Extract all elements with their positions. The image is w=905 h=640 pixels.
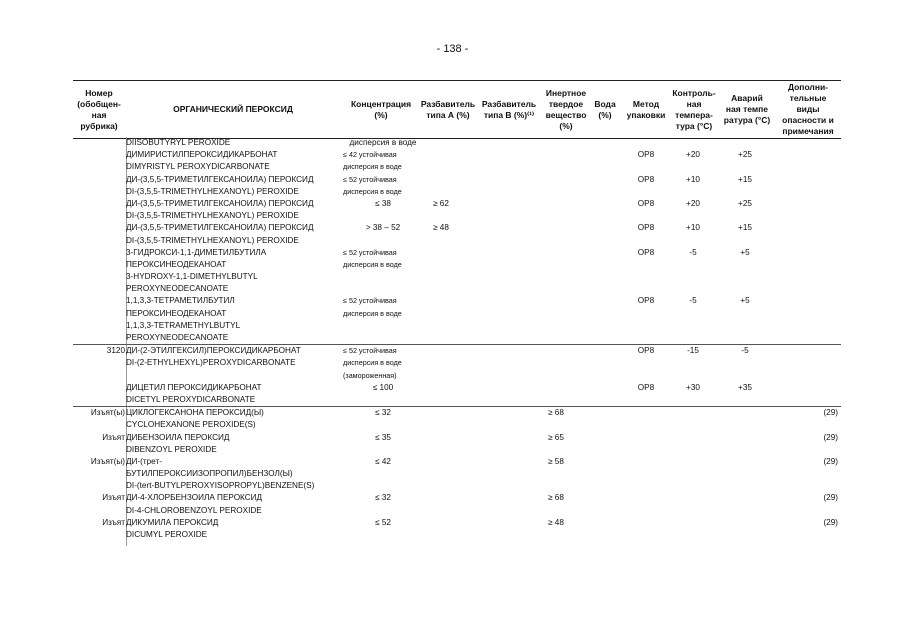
cell-notes: (29)	[823, 517, 838, 527]
cell-method: OP8	[637, 346, 655, 356]
table-row-line	[73, 271, 841, 283]
cell-concentration: дисперсия в воде	[343, 186, 402, 196]
cell-concentration: дисперсия в воде	[343, 308, 402, 318]
table-row-line	[73, 394, 841, 406]
cell-concentration: ≤ 100	[372, 382, 394, 392]
cell-concentration: ≤ 52 устойчивая	[343, 174, 397, 184]
header-diluent-b: Разбавитель типа В (%)⁽¹⁾	[481, 98, 537, 120]
table-body	[73, 137, 841, 541]
table-row	[73, 406, 841, 431]
cell-peroxide-name: 3-HYDROXY-1,1-DIMETHYLBUTYL	[126, 272, 258, 282]
table-row-line	[73, 174, 841, 186]
cell-method: OP8	[637, 382, 655, 392]
table-row-line	[73, 332, 841, 344]
cell-concentration: > 38 – 52	[365, 223, 401, 233]
cell-peroxide-name: DI-(3,5,5-TRIMETHYLHEXANOYL) PEROXIDE	[126, 211, 299, 221]
cell-number: Изъят	[102, 432, 125, 442]
cell-method: OP8	[637, 150, 655, 160]
cell-concentration: дисперсия в воде	[343, 358, 402, 368]
cell-peroxide-name: ПЕРОКСИНЕОДЕКАНОАТ	[126, 308, 227, 318]
cell-method: OP8	[637, 247, 655, 257]
cell-peroxide-name: DIMYRISTYL PEROXYDICARBONATE	[126, 162, 270, 172]
table-row	[73, 517, 841, 541]
cell-peroxide-name: ДИ-4-ХЛОРБЕНЗОИЛА ПЕРОКСИД	[126, 493, 263, 503]
table-row-line	[73, 198, 841, 210]
table-row-line	[73, 505, 841, 517]
table-row	[73, 222, 841, 246]
cell-peroxide-name: ДИ-(3,5,5-ТРИМЕТИЛГЕКСАНОИЛА) ПЕРОКСИД	[126, 198, 314, 208]
cell-inert: ≥ 58	[548, 456, 564, 466]
table-row	[73, 456, 841, 493]
cell-notes: (29)	[823, 456, 838, 466]
cell-control-temp: -5	[689, 247, 697, 257]
cell-method: OP8	[637, 223, 655, 233]
table-row-line	[73, 357, 841, 369]
cell-peroxide-name: PEROXYNEODECANOATE	[126, 333, 229, 342]
header-peroxide: ОРГАНИЧЕСКИЙ ПЕРОКСИД	[173, 104, 293, 114]
cell-inert: ≥ 65	[548, 432, 564, 442]
cell-peroxide-name: PEROXYNEODECANOATE	[126, 284, 229, 294]
cell-peroxide-name: 1,1,3,3-ТЕТРАМЕТИЛБУТИЛ	[126, 296, 235, 306]
cell-inert: ≥ 48	[548, 517, 564, 527]
table-row-line	[73, 382, 841, 394]
cell-control-temp: -5	[689, 296, 697, 306]
cell-peroxide-name: DIBENZOYL PEROXIDE	[126, 444, 217, 454]
cell-concentration: дисперсия в воде	[349, 138, 417, 147]
table-row-line	[73, 210, 841, 222]
cell-peroxide-name: DICETYL PEROXYDICARBONATE	[126, 394, 256, 404]
table-row	[73, 174, 841, 198]
cell-number: Изъят(ы)	[90, 456, 125, 466]
table-row-line	[73, 149, 841, 161]
cell-emergency-temp: +25	[738, 198, 752, 208]
cell-diluent-a: ≥ 48	[433, 223, 449, 233]
table-row-line	[73, 247, 841, 259]
table-row	[73, 198, 841, 222]
table-row-line	[73, 345, 841, 357]
table-row-line	[73, 456, 841, 468]
cell-peroxide-name: 1,1,3,3-TETRAMETHYLBUTYL	[126, 320, 241, 330]
cell-diluent-a: ≥ 62	[433, 198, 449, 208]
page-number: - 138 -	[436, 43, 469, 55]
table-row	[73, 344, 841, 382]
cell-concentration: ≤ 52 устойчивая	[343, 296, 397, 306]
table-row-line	[73, 308, 841, 320]
table-row-line	[73, 480, 841, 492]
table-row-line	[73, 419, 841, 431]
table-row-line	[73, 407, 841, 419]
cell-peroxide-name: CYCLOHEXANONE PEROXIDE(S)	[126, 420, 256, 430]
cell-concentration: дисперсия в воде	[343, 162, 402, 172]
cell-control-temp: +10	[686, 174, 700, 184]
header-emergency-temp: Аварий ная темпе ратура (°С)	[723, 93, 771, 125]
cell-concentration: ≤ 42 устойчивая	[343, 150, 397, 160]
cell-concentration: дисперсия в воде	[343, 259, 402, 269]
table-row	[73, 247, 841, 296]
cell-peroxide-name: ДИЦЕТИЛ ПЕРОКСИДИКАРБОНАТ	[126, 382, 262, 392]
table-row-line	[73, 295, 841, 307]
cell-number: 3120	[106, 346, 125, 356]
table-row	[73, 382, 841, 406]
cell-peroxide-name: БУТИЛПЕРОКСИИЗОПРОПИЛ)БЕНЗОЛ(Ы)	[126, 469, 293, 479]
cell-number: Изъят	[102, 493, 125, 503]
table-row-line	[73, 259, 841, 271]
header-water: Вода (%)	[594, 98, 616, 120]
table-row	[73, 492, 841, 516]
cell-peroxide-name: ПЕРОКСИНЕОДЕКАНОАТ	[126, 259, 227, 269]
header-diluent-a: Разбавитель типа А (%)	[420, 98, 476, 120]
table-row	[73, 137, 841, 149]
cell-concentration: ≤ 38	[375, 198, 391, 208]
cell-emergency-temp: -5	[741, 346, 749, 356]
cell-emergency-temp: +15	[738, 223, 752, 233]
header-number: Номер (обобщен- ная рубрика)	[77, 87, 121, 131]
cell-peroxide-name: DI-4-CHLOROBENZOYL PEROXIDE	[126, 505, 262, 515]
cell-method: OP8	[637, 174, 655, 184]
cell-concentration: ≤ 35	[375, 432, 391, 442]
cell-concentration: ≤ 42	[375, 456, 391, 466]
cell-peroxide-name: DI-(2-ETHYLHEXYL)PEROXYDICARBONATE	[126, 358, 296, 368]
table-row-line	[73, 283, 841, 295]
cell-peroxide-name: DI-(3,5,5-TRIMETHYLHEXANOYL) PEROXIDE	[126, 235, 299, 245]
cell-method: OP8	[637, 198, 655, 208]
cell-notes: (29)	[823, 408, 838, 418]
cell-emergency-temp: +25	[738, 150, 752, 160]
cell-emergency-temp: +15	[738, 174, 752, 184]
cell-notes: (29)	[823, 432, 838, 442]
cell-number: Изъят	[102, 517, 125, 527]
cell-peroxide-name: DIISOBUTYRYL PEROXIDE	[126, 138, 231, 147]
table-row-line	[73, 186, 841, 198]
cell-concentration: (замороженная)	[343, 370, 397, 380]
table-row	[73, 295, 841, 344]
table-row	[73, 432, 841, 456]
cell-notes: (29)	[823, 493, 838, 503]
cell-emergency-temp: +5	[740, 296, 750, 306]
table-row-line	[73, 444, 841, 456]
cell-peroxide-name: DI-(tert-BUTYLPEROXYISOPROPYL)BENZENE(S)	[126, 481, 315, 491]
cell-control-temp: +10	[686, 223, 700, 233]
cell-peroxide-name: ДИ-(3,5,5-ТРИМЕТИЛГЕКСАНОИЛА) ПЕРОКСИД	[126, 223, 314, 233]
cell-control-temp: +20	[686, 198, 700, 208]
table-row-line	[73, 370, 841, 382]
table-row-line	[73, 492, 841, 504]
table-row-line	[73, 137, 841, 149]
cell-concentration: ≤ 52 устойчивая	[343, 346, 397, 356]
cell-peroxide-name: ДИ-(трет-	[126, 456, 162, 466]
table-row-line	[73, 161, 841, 173]
cell-peroxide-name: ДИМИРИСТИЛПЕРОКСИДИКАРБОНАТ	[126, 150, 278, 160]
cell-number: Изъят(ы)	[90, 408, 125, 418]
table-row-line	[73, 468, 841, 480]
table-row-line	[73, 320, 841, 332]
table-row-line	[73, 222, 841, 234]
header-concentration: Концентрация (%)	[350, 98, 412, 120]
cell-control-temp: +30	[686, 382, 700, 392]
cell-peroxide-name: DICUMYL PEROXIDE	[126, 530, 208, 539]
cell-emergency-temp: +5	[740, 247, 750, 257]
header-method: Метод упаковки	[626, 98, 666, 120]
table-row-line	[73, 432, 841, 444]
cell-peroxide-name: ЦИКЛОГЕКСАНОНА ПЕРОКСИД(Ы)	[126, 408, 264, 418]
cell-concentration: ≤ 52	[375, 517, 391, 527]
cell-emergency-temp: +35	[738, 382, 752, 392]
table-row-line	[73, 235, 841, 247]
table-row-line	[73, 529, 841, 541]
header-control-temp: Контроль- ная темпера- тура (°С)	[672, 87, 716, 131]
cell-inert: ≥ 68	[548, 408, 564, 418]
table-row	[73, 149, 841, 173]
cell-control-temp: -15	[687, 346, 699, 356]
table-row-line	[73, 517, 841, 529]
cell-peroxide-name: DI-(3,5,5-TRIMETHYLHEXANOYL) PEROXIDE	[126, 186, 299, 196]
cell-peroxide-name: ДИБЕНЗОИЛА ПЕРОКСИД	[126, 432, 230, 442]
cell-inert: ≥ 68	[548, 493, 564, 503]
cell-peroxide-name: 3-ГИДРОКСИ-1,1-ДИМЕТИЛБУТИЛА	[126, 247, 267, 257]
cell-concentration: ≤ 32	[375, 408, 391, 418]
header-notes: Дополни- тельные виды опасности и примечания	[782, 82, 834, 136]
cell-peroxide-name: ДИКУМИЛА ПЕРОКСИД	[126, 517, 219, 527]
cell-method: OP8	[637, 296, 655, 306]
cell-control-temp: +20	[686, 150, 700, 160]
cell-peroxide-name: ДИ-(2-ЭТИЛГЕКСИЛ)ПЕРОКСИДИКАРБОНАТ	[126, 346, 301, 356]
table-header	[73, 80, 841, 139]
cell-concentration: ≤ 32	[375, 493, 391, 503]
header-inert: Инертное твердое вещество (%)	[545, 87, 587, 131]
cell-concentration: ≤ 52 устойчивая	[343, 247, 397, 257]
cell-peroxide-name: ДИ-(3,5,5-ТРИМЕТИЛГЕКСАНОИЛА) ПЕРОКСИД	[126, 174, 314, 184]
